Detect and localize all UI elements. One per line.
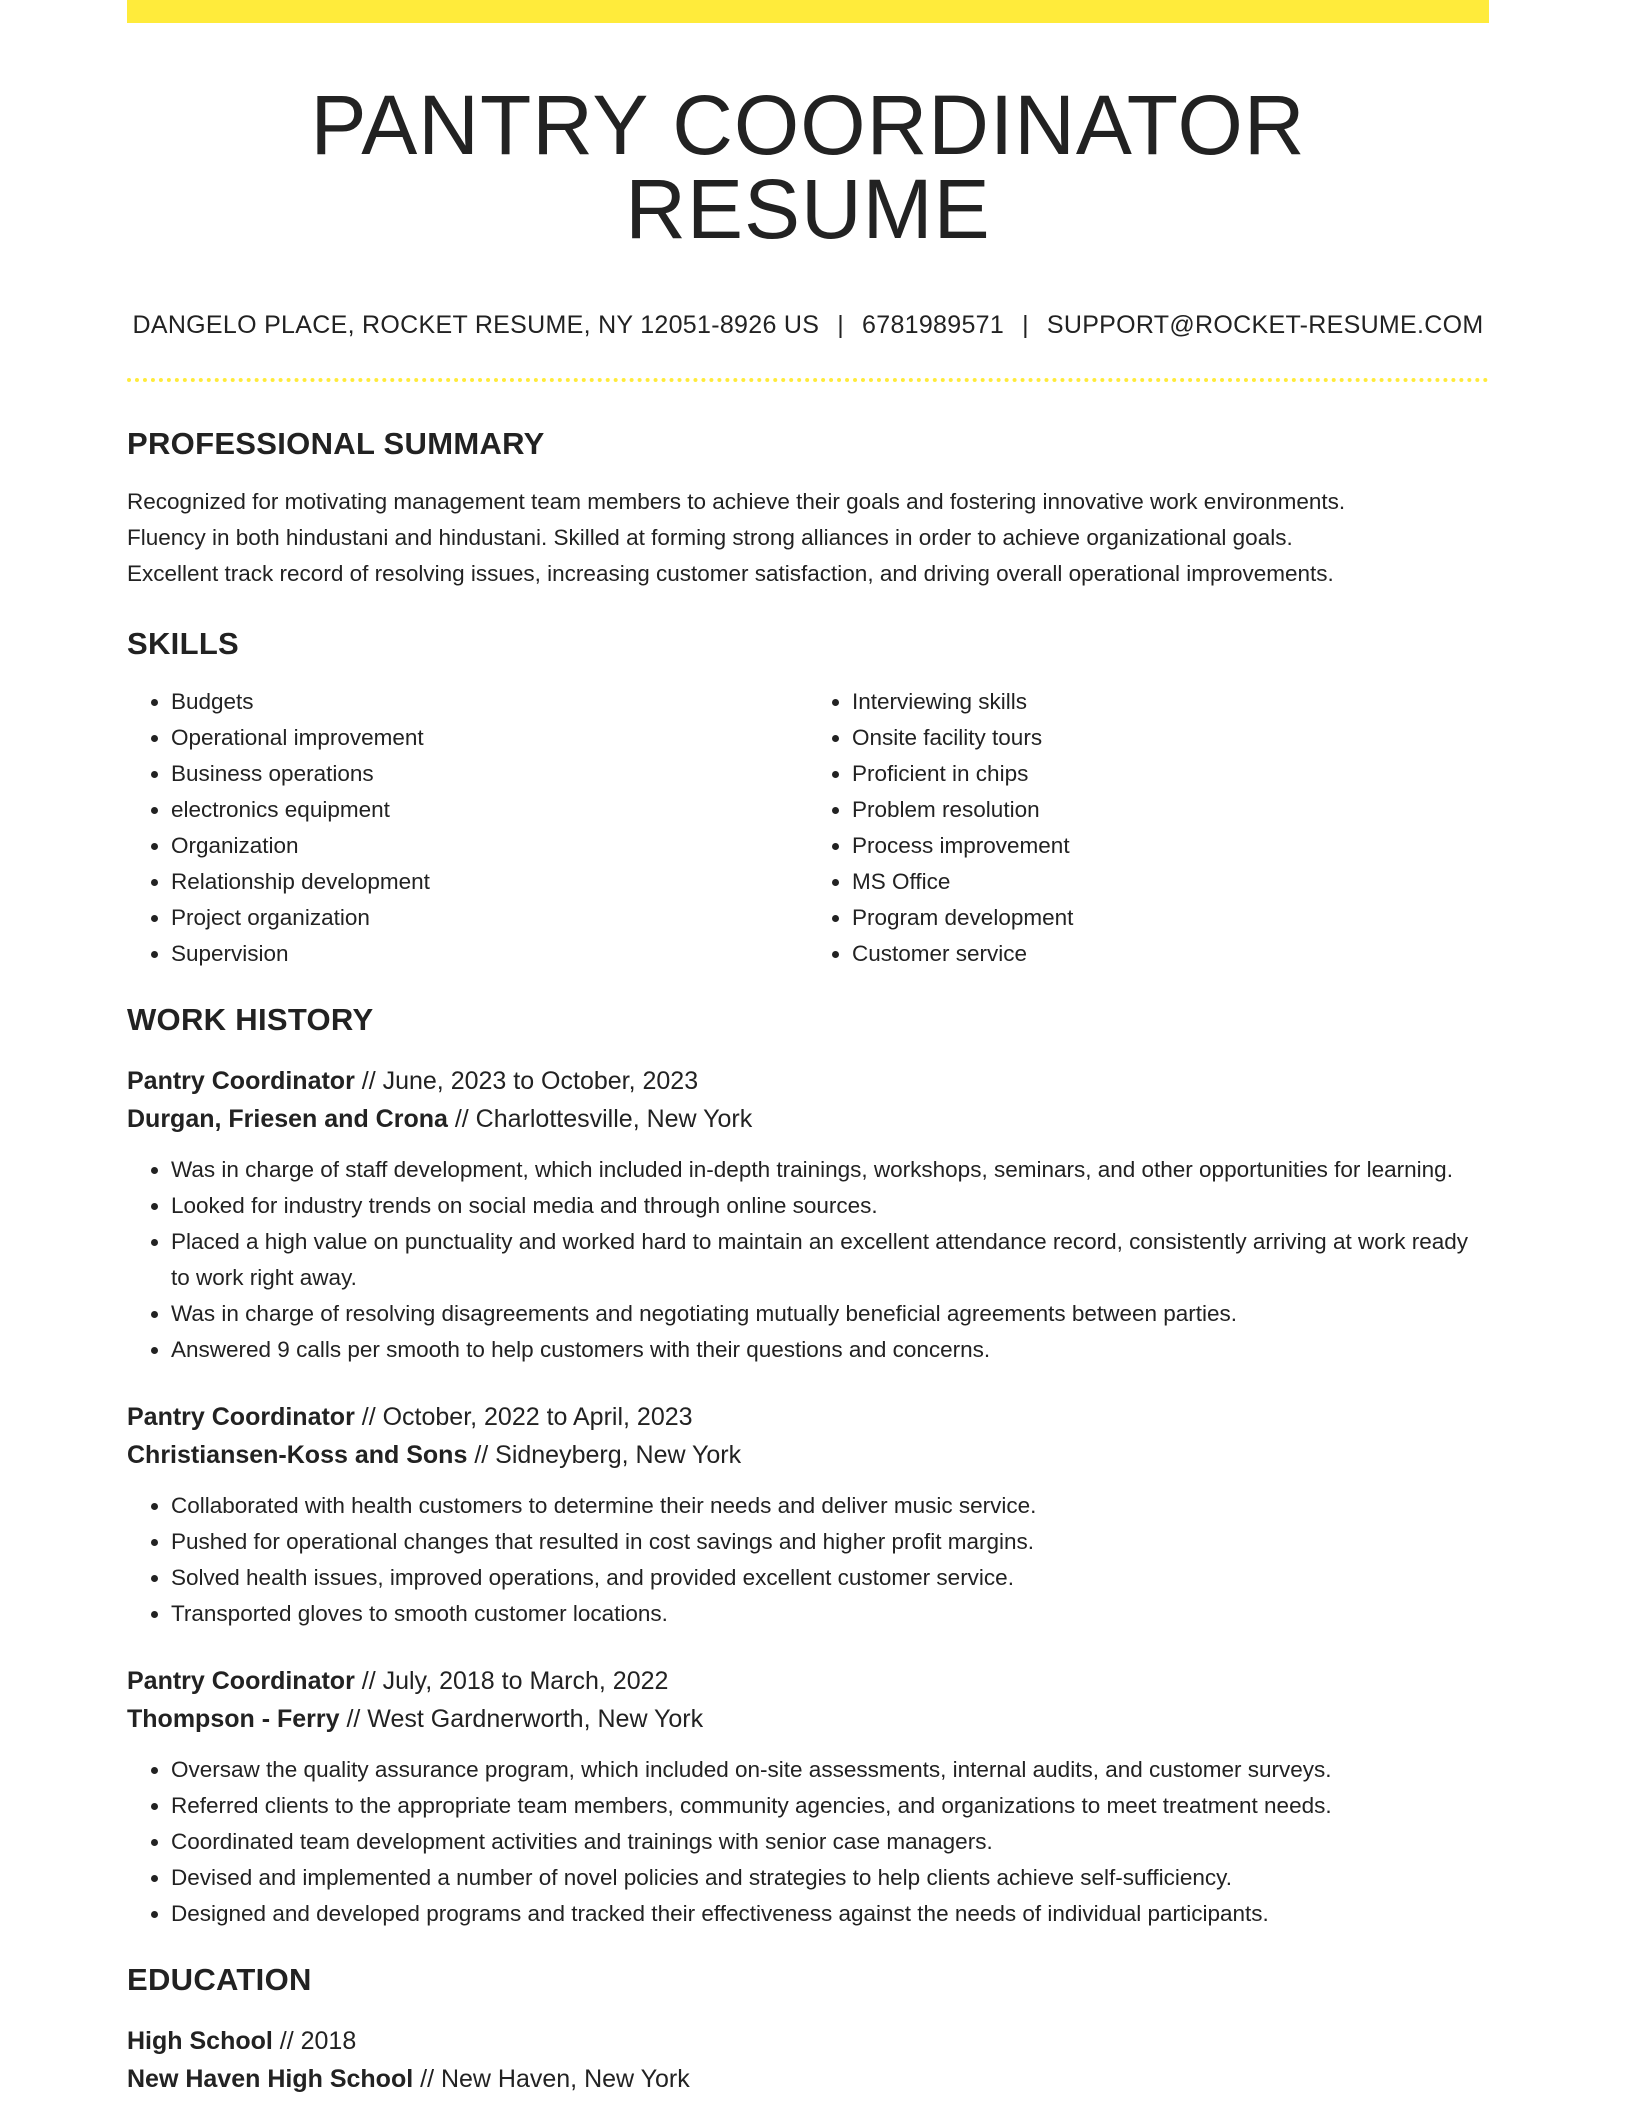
job-bullet: • Devised and implemented a number of novel policies and strategies to help clients achieve self-sufficiency.: [171, 1860, 1489, 1896]
job-bullet: • Pushed for operational changes that resulted in cost savings and higher profit margins.: [171, 1524, 1489, 1560]
contact-email: SUPPORT@ROCKET-RESUME.COM: [1046, 311, 1484, 339]
job-entry: [127, 1662, 1489, 1932]
contact-line: [127, 311, 1489, 340]
work-heading: WORK HISTORY: [127, 1002, 374, 1037]
work-history-section: [127, 1002, 1489, 1932]
skill-item: • Relationship development: [171, 864, 808, 900]
job-bullet: • Designed and developed programs and tracked their effectiveness against the needs of individual participants.: [171, 1896, 1489, 1932]
page-title: PANTRY COORDINATOR RESUME: [310, 78, 1306, 256]
job-location: // Sidneyberg, New York: [474, 1441, 742, 1469]
dotted-divider: [127, 378, 1489, 382]
job-title-line: [127, 1062, 1489, 1100]
education-degree-line: [127, 2022, 1489, 2060]
job-bullet: • Was in charge of resolving disagreements and negotiating mutually beneficial agreements between parties.: [171, 1296, 1489, 1332]
job-bullet: • Answered 9 calls per smooth to help customers with their questions and concerns.: [171, 1332, 1489, 1368]
job-bullet: • Placed a high value on punctuality and worked hard to maintain an excellent attendance record, consistently arriving at work ready to work right away.: [171, 1224, 1489, 1296]
job-location: // Charlottesville, New York: [454, 1105, 753, 1133]
job-company-line: [127, 1436, 1489, 1474]
skill-item: • Project organization: [171, 900, 808, 936]
skill-item: • MS Office: [852, 864, 1489, 900]
contact-separator: |: [1022, 311, 1029, 339]
job-bullet: • Coordinated team development activities and trainings with senior case managers.: [171, 1824, 1489, 1860]
skill-item: • Operational improvement: [171, 720, 808, 756]
skill-item: • Business operations: [171, 756, 808, 792]
education-entry: [127, 2022, 1489, 2098]
education-year: // 2018: [279, 2027, 357, 2055]
skills-columns: [127, 684, 1489, 972]
job-location: // West Gardnerworth, New York: [346, 1705, 704, 1733]
skill-item: • Organization: [171, 828, 808, 864]
job-dates: // October, 2022 to April, 2023: [361, 1403, 693, 1431]
summary-line: Excellent track record of resolving issues, increasing customer satisfaction, and driving overall operational improvements.: [127, 561, 1334, 586]
resume-page: [127, 0, 1489, 2098]
job-title-line: [127, 1662, 1489, 1700]
job-title: Pantry Coordinator: [127, 1667, 355, 1695]
job-company: Christiansen-Koss and Sons: [127, 1441, 468, 1469]
contact-address: DANGELO PLACE, ROCKET RESUME, NY 12051-8926 US: [132, 311, 820, 339]
job-entry: [127, 1398, 1489, 1632]
job-bullet: • Collaborated with health customers to determine their needs and deliver music service.: [171, 1488, 1489, 1524]
education-school-line: [127, 2060, 1489, 2098]
skills-list-right: [808, 684, 1489, 972]
job-dates: // July, 2018 to March, 2022: [361, 1667, 669, 1695]
education-degree: High School: [127, 2027, 273, 2055]
summary-section: [127, 426, 1489, 592]
job-title-line: [127, 1398, 1489, 1436]
job-company: Durgan, Friesen and Crona: [127, 1105, 448, 1133]
skill-item: • Interviewing skills: [852, 684, 1489, 720]
education-location: // New Haven, New York: [420, 2065, 690, 2093]
job-bullets: [127, 1752, 1489, 1932]
skills-heading: SKILLS: [127, 626, 240, 661]
education-section: [127, 1962, 1489, 2098]
skill-item: • Program development: [852, 900, 1489, 936]
job-dates: // June, 2023 to October, 2023: [361, 1067, 699, 1095]
job-title: Pantry Coordinator: [127, 1403, 355, 1431]
skill-item: • Budgets: [171, 684, 808, 720]
skill-item: • Problem resolution: [852, 792, 1489, 828]
skill-item: • Supervision: [171, 936, 808, 972]
job-bullet: • Transported gloves to smooth customer locations.: [171, 1596, 1489, 1632]
job-bullet: • Was in charge of staff development, which included in-depth trainings, workshops, seminars, and other opportunities for learning.: [171, 1152, 1489, 1188]
skill-item: • Onsite facility tours: [852, 720, 1489, 756]
job-entry: [127, 1062, 1489, 1368]
job-bullet: • Looked for industry trends on social media and through online sources.: [171, 1188, 1489, 1224]
job-company-line: [127, 1700, 1489, 1738]
contact-separator: |: [837, 311, 845, 339]
job-bullet: • Solved health issues, improved operations, and provided excellent customer service.: [171, 1560, 1489, 1596]
education-heading: EDUCATION: [127, 1962, 312, 1997]
skill-item: • Proficient in chips: [852, 756, 1489, 792]
education-school: New Haven High School: [127, 2065, 414, 2093]
summary-line: Recognized for motivating management team members to achieve their goals and fostering innovative work environments.: [127, 489, 1346, 514]
job-title: Pantry Coordinator: [127, 1067, 355, 1095]
job-company: Thompson - Ferry: [127, 1705, 340, 1733]
skills-section: [127, 626, 1489, 972]
job-bullet: • Oversaw the quality assurance program, which included on-site assessments, internal audits, and customer surveys.: [171, 1752, 1489, 1788]
summary-text: [127, 484, 1489, 592]
accent-bar: [127, 0, 1489, 23]
skill-item: • Process improvement: [852, 828, 1489, 864]
job-bullet: • Referred clients to the appropriate team members, community agencies, and organizations to meet treatment needs.: [171, 1788, 1489, 1824]
skill-item: • electronics equipment: [171, 792, 808, 828]
job-bullets: [127, 1488, 1489, 1632]
job-bullets: [127, 1152, 1489, 1368]
job-company-line: [127, 1100, 1489, 1138]
contact-phone: 6781989571: [862, 311, 1005, 339]
summary-line: Fluency in both hindustani and hindustani. Skilled at forming strong alliances in order to achieve organizational goals.: [127, 525, 1293, 550]
skill-item: • Customer service: [852, 936, 1489, 972]
skills-list-left: [127, 684, 808, 972]
summary-heading: PROFESSIONAL SUMMARY: [127, 426, 545, 461]
